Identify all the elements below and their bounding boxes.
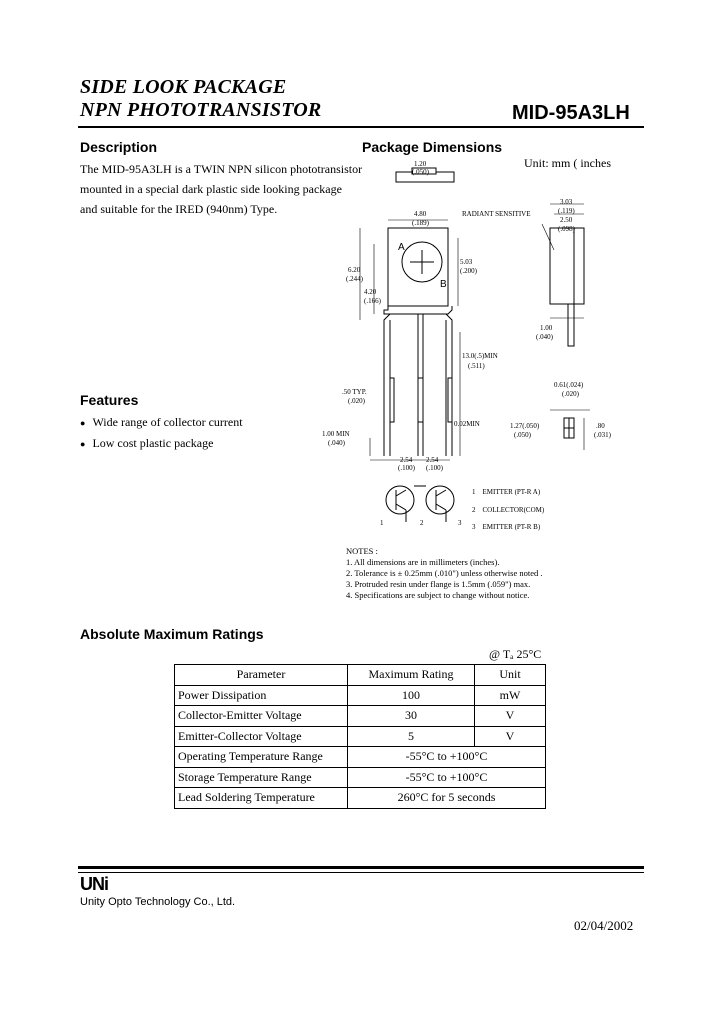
dim: (.200) xyxy=(460,267,477,275)
table-row xyxy=(175,726,546,747)
company-name: Unity Opto Technology Co., Ltd. xyxy=(80,896,236,908)
dim: 3.03 xyxy=(560,198,573,206)
label-b: B xyxy=(440,279,447,290)
pin-1: 1 EMITTER (PT-R A) xyxy=(472,488,541,496)
feature-text: Wide range of collector current xyxy=(92,415,243,429)
dim: .50 TYP. xyxy=(342,388,367,396)
value-cell: 100 xyxy=(348,685,475,706)
param-cell: Storage Temperature Range xyxy=(175,767,348,788)
param-cell: Collector-Emitter Voltage xyxy=(175,706,348,727)
pin-2: 2 COLLECTOR(COM) xyxy=(472,506,545,514)
dim: 0.02MIN xyxy=(454,420,480,428)
feature-item xyxy=(80,436,213,451)
package-unit: Unit: mm ( inches xyxy=(524,156,611,170)
column-header: Parameter xyxy=(175,665,348,686)
part-number: MID-95A3LH xyxy=(512,102,630,124)
note-line: 3. Protruded resin under flange is 1.5mm (.059") max. xyxy=(346,579,531,589)
unit-cell: mW xyxy=(475,685,546,706)
dim: (.098) xyxy=(558,225,575,233)
label-a: A xyxy=(398,242,405,253)
footer-rule-bottom xyxy=(78,872,644,873)
feature-text: Low cost plastic package xyxy=(92,436,214,450)
ratings-table xyxy=(174,664,546,809)
dim: 1.20 xyxy=(414,160,427,168)
dim: 4.20 xyxy=(364,288,377,296)
description-heading: Description xyxy=(80,139,158,155)
lead-section-outline xyxy=(550,410,590,450)
dim: 2.54 xyxy=(426,456,439,464)
dim: (.020) xyxy=(562,390,579,398)
dim: (.166) xyxy=(364,297,381,305)
value-cell: -55°C to +100°C xyxy=(348,747,546,768)
dim: 13.0(.5)MIN xyxy=(462,352,498,360)
leads-outline xyxy=(384,314,452,456)
table-row xyxy=(175,685,546,706)
title-line-2: NPN PHOTOTRANSISTOR xyxy=(80,99,322,121)
column-header: Unit xyxy=(475,665,546,686)
ratings-condition: @ Tₐ 25°C xyxy=(489,647,542,661)
param-cell: Emitter-Collector Voltage xyxy=(175,726,348,747)
dim: 2.50 xyxy=(560,216,573,224)
package-heading: Package Dimensions xyxy=(362,139,503,155)
dim: (.050) xyxy=(412,168,429,176)
front-body-outline xyxy=(384,228,452,314)
description-line: mounted in a special dark plastic side looking package xyxy=(80,182,342,196)
param-cell: Lead Soldering Temperature xyxy=(175,788,348,809)
unit-cell: V xyxy=(475,726,546,747)
description-line: and suitable for the IRED (940nm) Type. xyxy=(80,202,278,216)
header-rule xyxy=(78,126,644,128)
dim: 0.61(.024) xyxy=(554,381,584,389)
title-line-1: SIDE LOOK PACKAGE xyxy=(80,76,287,98)
dim: 5.03 xyxy=(460,258,473,266)
company-logo: UNi xyxy=(80,874,108,894)
feature-item xyxy=(80,415,243,430)
dim: (.050) xyxy=(514,431,531,439)
schematic-pin-label: 1 xyxy=(380,519,384,527)
schematic-symbols xyxy=(386,486,454,522)
dim: 1.00 MIN xyxy=(322,430,350,438)
value-cell: -55°C to +100°C xyxy=(348,767,546,788)
schematic-pin-label: 3 xyxy=(458,519,462,527)
dim: (.031) xyxy=(594,431,611,439)
dimension-lines xyxy=(360,220,460,460)
dim: 1.00 xyxy=(540,324,553,332)
schematic-pin-label: 2 xyxy=(420,519,424,527)
note-line: 4. Specifications are subject to change without notice. xyxy=(346,590,530,600)
value-cell: 260°C for 5 seconds xyxy=(348,788,546,809)
dim: (.040) xyxy=(536,333,553,341)
description-line: The MID-95A3LH is a TWIN NPN silicon phototransistor xyxy=(80,162,363,176)
bullet-icon: ● xyxy=(80,439,86,449)
pin-3: 3 EMITTER (PT-R B) xyxy=(472,523,541,531)
param-cell: Power Dissipation xyxy=(175,685,348,706)
dim: 4.80 xyxy=(414,210,427,218)
unit-cell: V xyxy=(475,706,546,727)
dim: (.119) xyxy=(558,207,575,215)
label-radiant: RADIANT SENSITIVE xyxy=(462,210,531,218)
table-row xyxy=(175,706,546,727)
note-line: 2. Tolerance is ± 0.25mm (.010") unless otherwise noted . xyxy=(346,568,543,578)
param-cell: Operating Temperature Range xyxy=(175,747,348,768)
value-cell: 5 xyxy=(348,726,475,747)
dim: (.020) xyxy=(348,397,365,405)
value-cell: 30 xyxy=(348,706,475,727)
dim: (.100) xyxy=(426,464,443,472)
dim: 2.54 xyxy=(400,456,413,464)
dim: 6.20 xyxy=(348,266,361,274)
dim: (.189) xyxy=(412,219,429,227)
dim: (.040) xyxy=(328,439,345,447)
footer-rule-top xyxy=(78,866,644,869)
table-row xyxy=(175,788,546,809)
dim: (.100) xyxy=(398,464,415,472)
features-heading: Features xyxy=(80,392,139,408)
table-row xyxy=(175,747,546,768)
bullet-icon: ● xyxy=(80,418,86,428)
notes-title: NOTES : xyxy=(346,546,378,556)
notes-block xyxy=(346,546,542,601)
column-header: Maximum Rating xyxy=(348,665,475,686)
table-header-row xyxy=(175,665,546,686)
dim: (.511) xyxy=(468,362,485,370)
dim: (.244) xyxy=(346,275,363,283)
note-line: 1. All dimensions are in millimeters (inches). xyxy=(346,557,500,567)
ratings-heading: Absolute Maximum Ratings xyxy=(80,626,264,642)
dim: .80 xyxy=(596,422,605,430)
dim: 1.27(.050) xyxy=(510,422,540,430)
document-date: 02/04/2002 xyxy=(574,918,634,933)
table-row xyxy=(175,767,546,788)
